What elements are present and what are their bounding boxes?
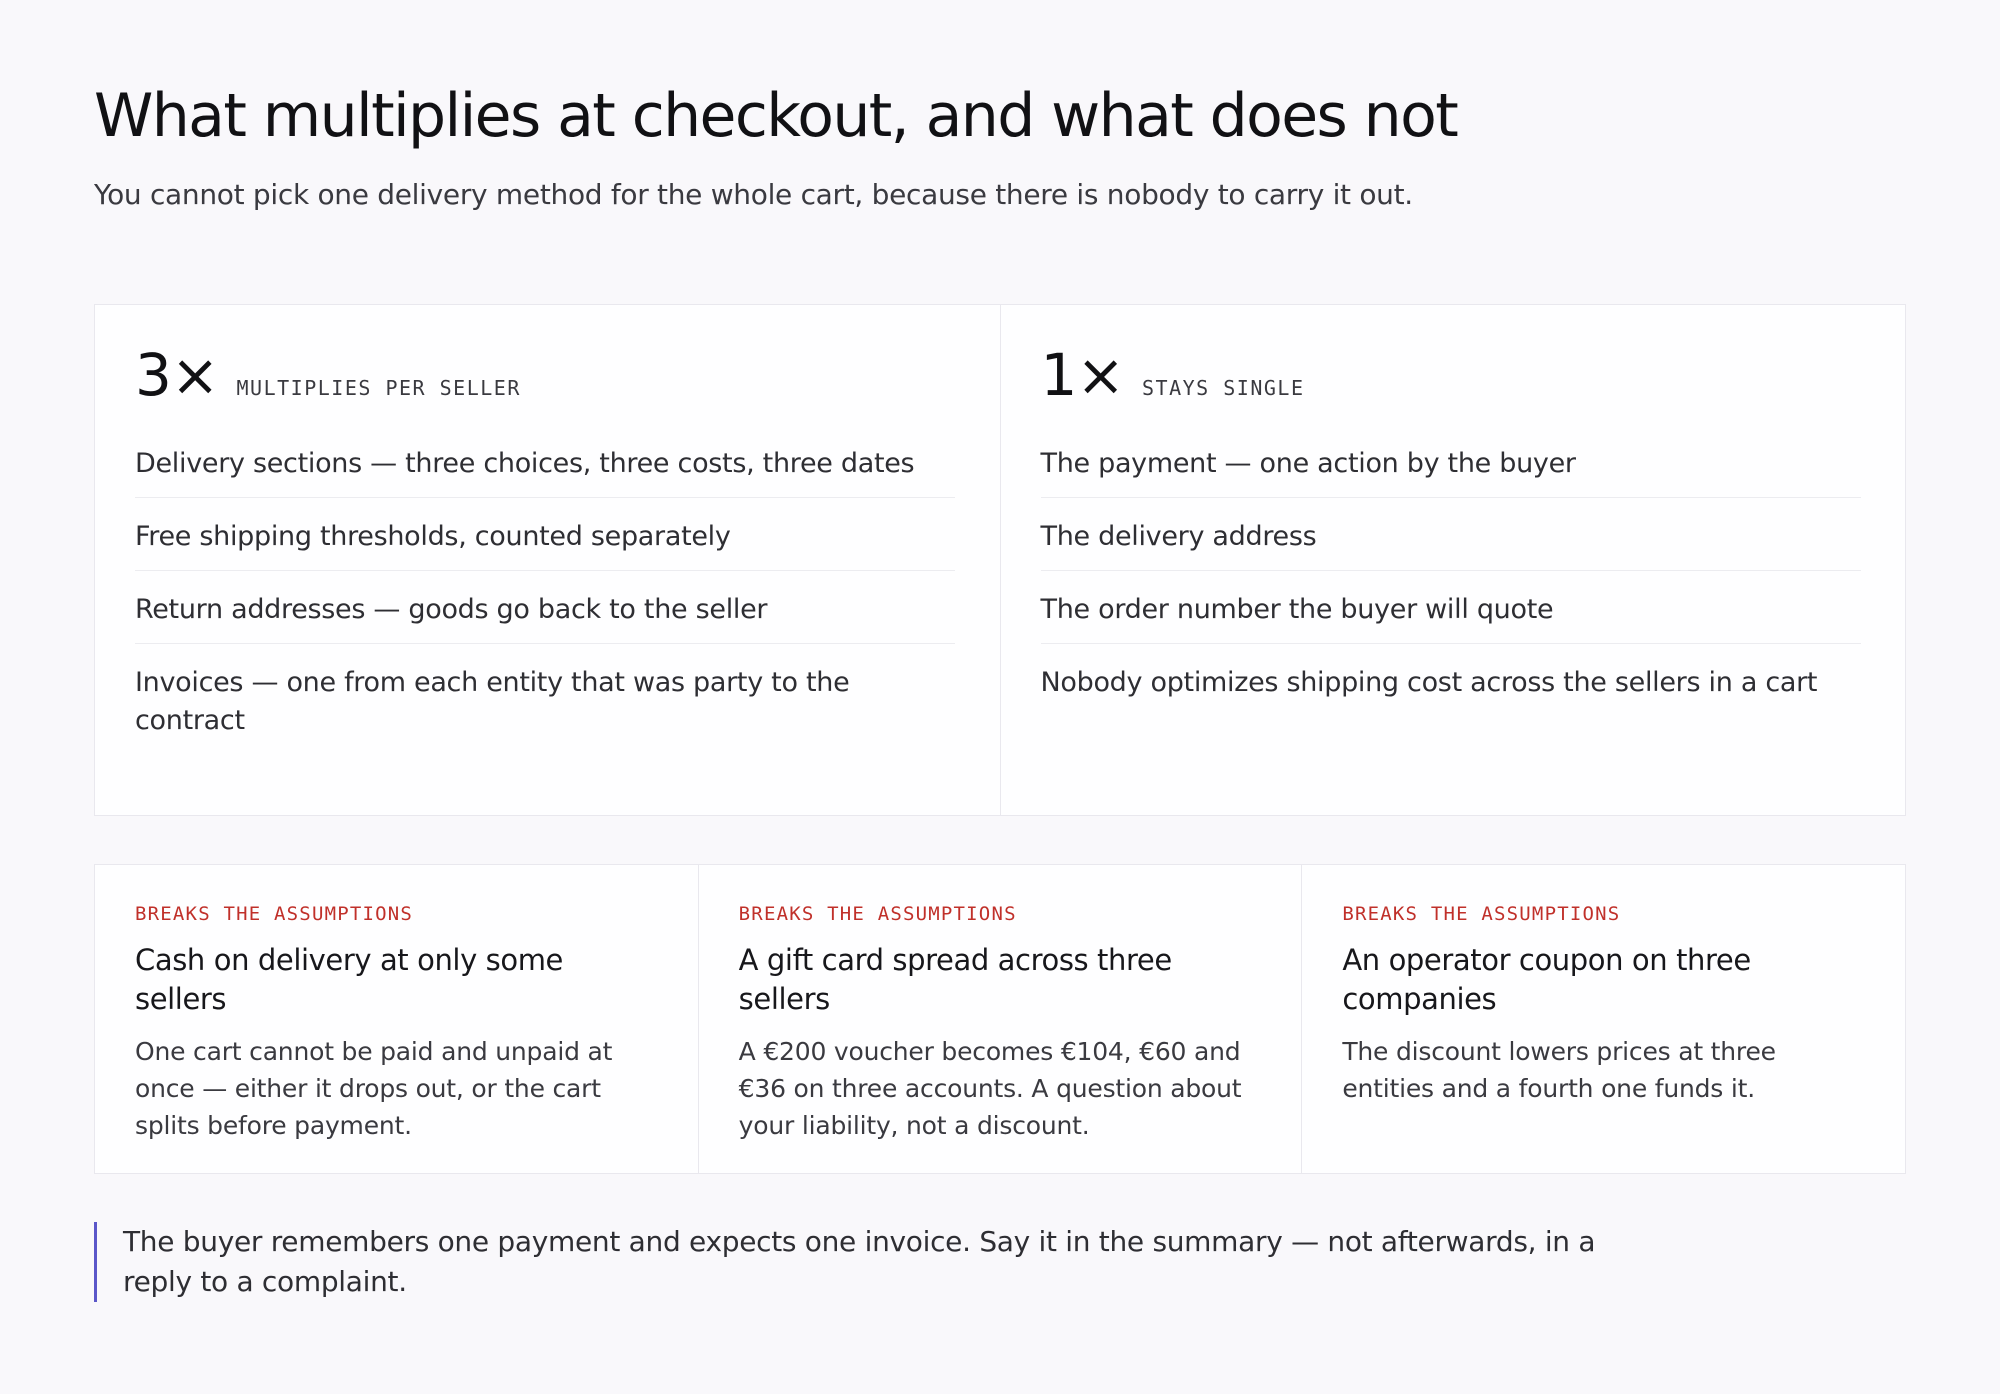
list-item: The order number the buyer will quote (1041, 571, 1861, 644)
list-item: Return addresses — goods go back to the seller (135, 571, 955, 644)
single-list (1041, 435, 1861, 716)
page-subtitle: You cannot pick one delivery method for the whole cart, because there is nobody to carry it out. (94, 178, 1413, 211)
card-title: Cash on delivery at only some sellers (135, 943, 564, 1016)
card-kicker: BREAKS THE ASSUMPTIONS (738, 903, 1017, 925)
single-header (1040, 341, 1866, 409)
list-item: Nobody optimizes shipping cost across the sellers in a cart (1040, 667, 1818, 698)
card-title: An operator coupon on three companies (1342, 943, 1751, 1016)
assumption-cards (94, 864, 1906, 1174)
card-body: The discount lowers prices at three entities and a fourth one funds it. (1342, 1037, 1776, 1103)
multiplies-list (135, 435, 955, 754)
card-body: One cart cannot be paid and unpaid at once — either it drops out, or the cart splits before payment. (135, 1037, 613, 1140)
page-title: What multiplies at checkout, and what does not (94, 81, 1458, 151)
multiplies-tag: MULTIPLIES PER SELLER (236, 376, 521, 400)
comparison-panel (94, 304, 1906, 816)
multiplies-column (95, 305, 1000, 815)
multiplies-header (135, 341, 960, 409)
summary-quote: The buyer remembers one payment and expects one invoice. Say it in the summary — not afterwards, in a reply to a complaint. (94, 1222, 1654, 1302)
single-tag: STAYS SINGLE (1142, 376, 1305, 400)
card-title: A gift card spread across three sellers (738, 943, 1172, 1016)
list-item: Delivery sections — three choices, three costs, three dates (135, 435, 955, 498)
list-item: Invoices — one from each entity that was party to the contract (135, 667, 850, 736)
list-item: Free shipping thresholds, counted separately (135, 498, 955, 571)
card-cash-on-delivery (95, 865, 698, 1173)
card-operator-coupon (1301, 865, 1905, 1173)
single-column (1000, 305, 1906, 815)
card-body: A €200 voucher becomes €104, €60 and €36 on three accounts. A question about your liability, not a discount. (738, 1037, 1242, 1140)
card-gift-card (698, 865, 1302, 1173)
card-kicker: BREAKS THE ASSUMPTIONS (1342, 903, 1621, 925)
list-item: The delivery address (1041, 498, 1861, 571)
list-item: The payment — one action by the buyer (1041, 435, 1861, 498)
single-count: 1× (1040, 341, 1124, 409)
multiplies-count: 3× (135, 341, 219, 409)
card-kicker: BREAKS THE ASSUMPTIONS (135, 903, 414, 925)
